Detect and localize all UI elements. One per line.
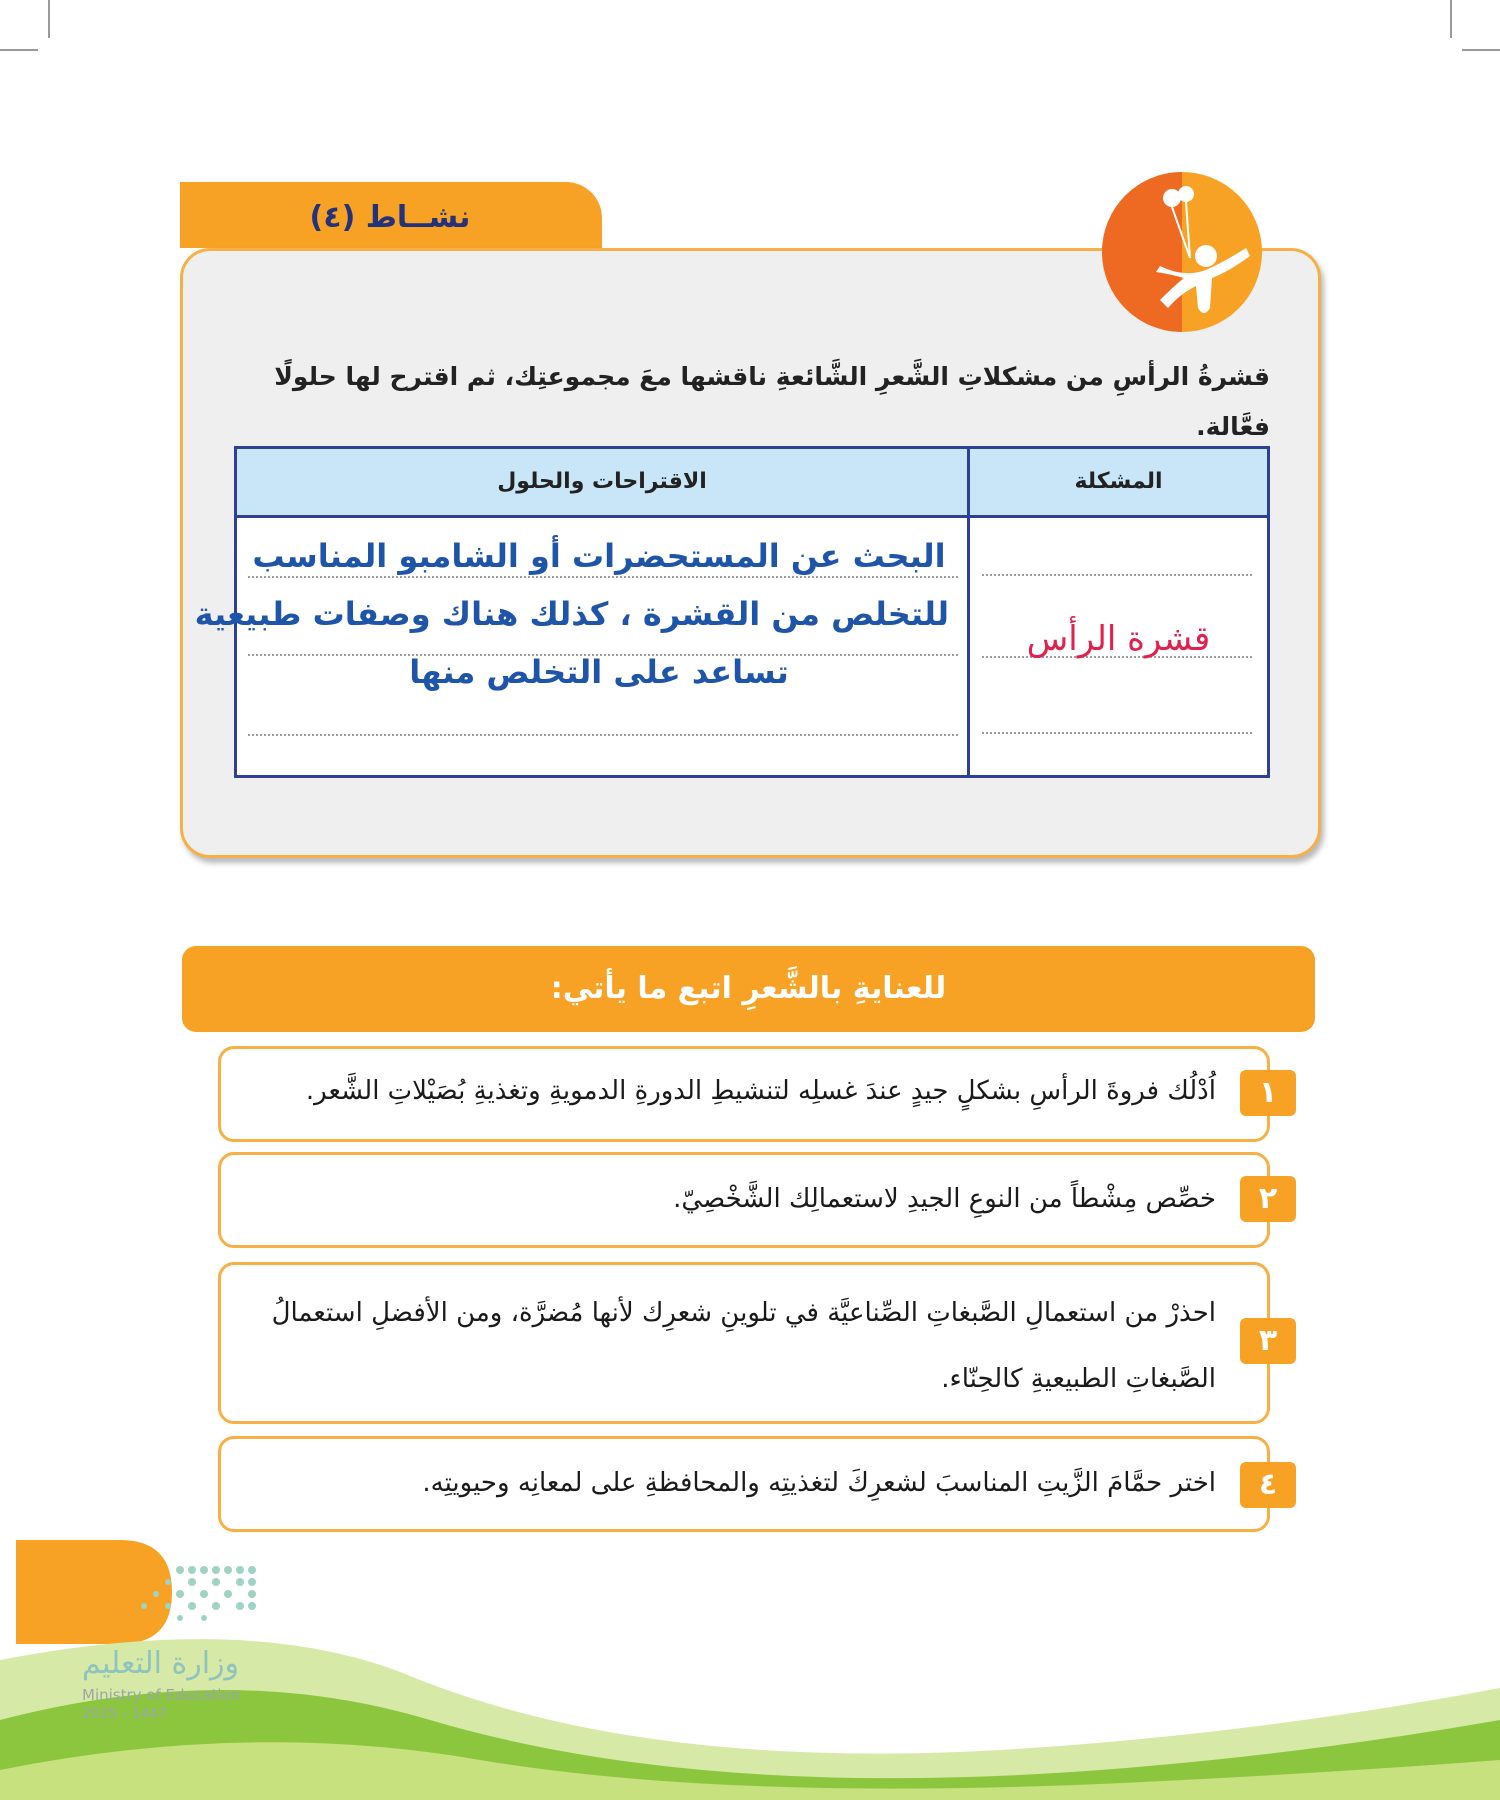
solution-line: للتخلص من القشرة ، كذلك هناك وصفات طبيعية	[194, 595, 949, 633]
ministry-year: 2025 - 1447	[82, 1706, 168, 1722]
activity-instruction: قشرةُ الرأسِ من مشكلاتِ الشَّعرِ الشَّائعةِ ناقشها معَ مجموعتِك، ثم اقترح لها حلولًا فعَّالة.	[274, 362, 1270, 441]
crop-mark	[1462, 49, 1500, 51]
solution-line: البحث عن المستحضرات أو الشامبو المناسب	[252, 537, 946, 575]
answer-line	[248, 734, 958, 736]
tip-number: ١	[1240, 1070, 1296, 1116]
crop-mark	[48, 0, 50, 38]
ministry-name-en: Ministry of Education	[82, 1686, 241, 1704]
header-solutions: الاقتراحات والحلول	[497, 469, 707, 494]
tip-text: اُدْلُك فروةَ الرأسِ بشكلٍ جيدٍ عندَ غسلِه لتنشيطِ الدورةِ الدمويةِ وتغذيةِ بُصَيْلاتِ الشَّعر.	[305, 1076, 1216, 1106]
problem-answer: قشرة الرأس	[1026, 619, 1211, 659]
page-number: ٣٦	[78, 1552, 127, 1598]
tip-number: ٣	[1240, 1318, 1296, 1364]
tip-number: ٢	[1240, 1176, 1296, 1222]
tip-text: خصِّص مِشْطاً من النوعِ الجيدِ لاستعمالِك الشَّخْصِيّ.	[673, 1184, 1216, 1214]
header-problem: المشكلة	[1074, 469, 1163, 494]
activity-logo-icon	[1098, 168, 1266, 336]
ministry-name-ar: وزارة التعليم	[82, 1646, 240, 1681]
ministry-dots-icon	[80, 1560, 270, 1640]
tip-number: ٤	[1240, 1462, 1296, 1508]
answer-line	[982, 574, 1252, 576]
crop-mark	[0, 49, 38, 51]
tip-text: اختر حمَّامَ الزَّيتِ المناسبَ لشعرِكَ لتغذيتِه والمحافظةِ على لمعانِه وحيويتِه.	[422, 1468, 1216, 1498]
answer-line	[982, 732, 1252, 734]
problem-table	[194, 446, 1270, 778]
tips-title: للعنايةِ بالشَّعرِ اتبع ما يأتي:	[550, 971, 947, 1006]
tip-text: احذرْ من استعمالِ الصَّبغاتِ الصِّناعيَّة في تلوينِ شعرِك لأنها مُضرَّة، ومن الأفضلِ استعمالُ الصَّبغاتِ الطبيعيةِ كالحِنّاء.	[271, 1298, 1216, 1394]
solution-line: تساعد على التخلص منها	[409, 653, 789, 691]
activity-label: نشــاط (٤)	[309, 200, 471, 235]
crop-mark	[1450, 0, 1452, 38]
